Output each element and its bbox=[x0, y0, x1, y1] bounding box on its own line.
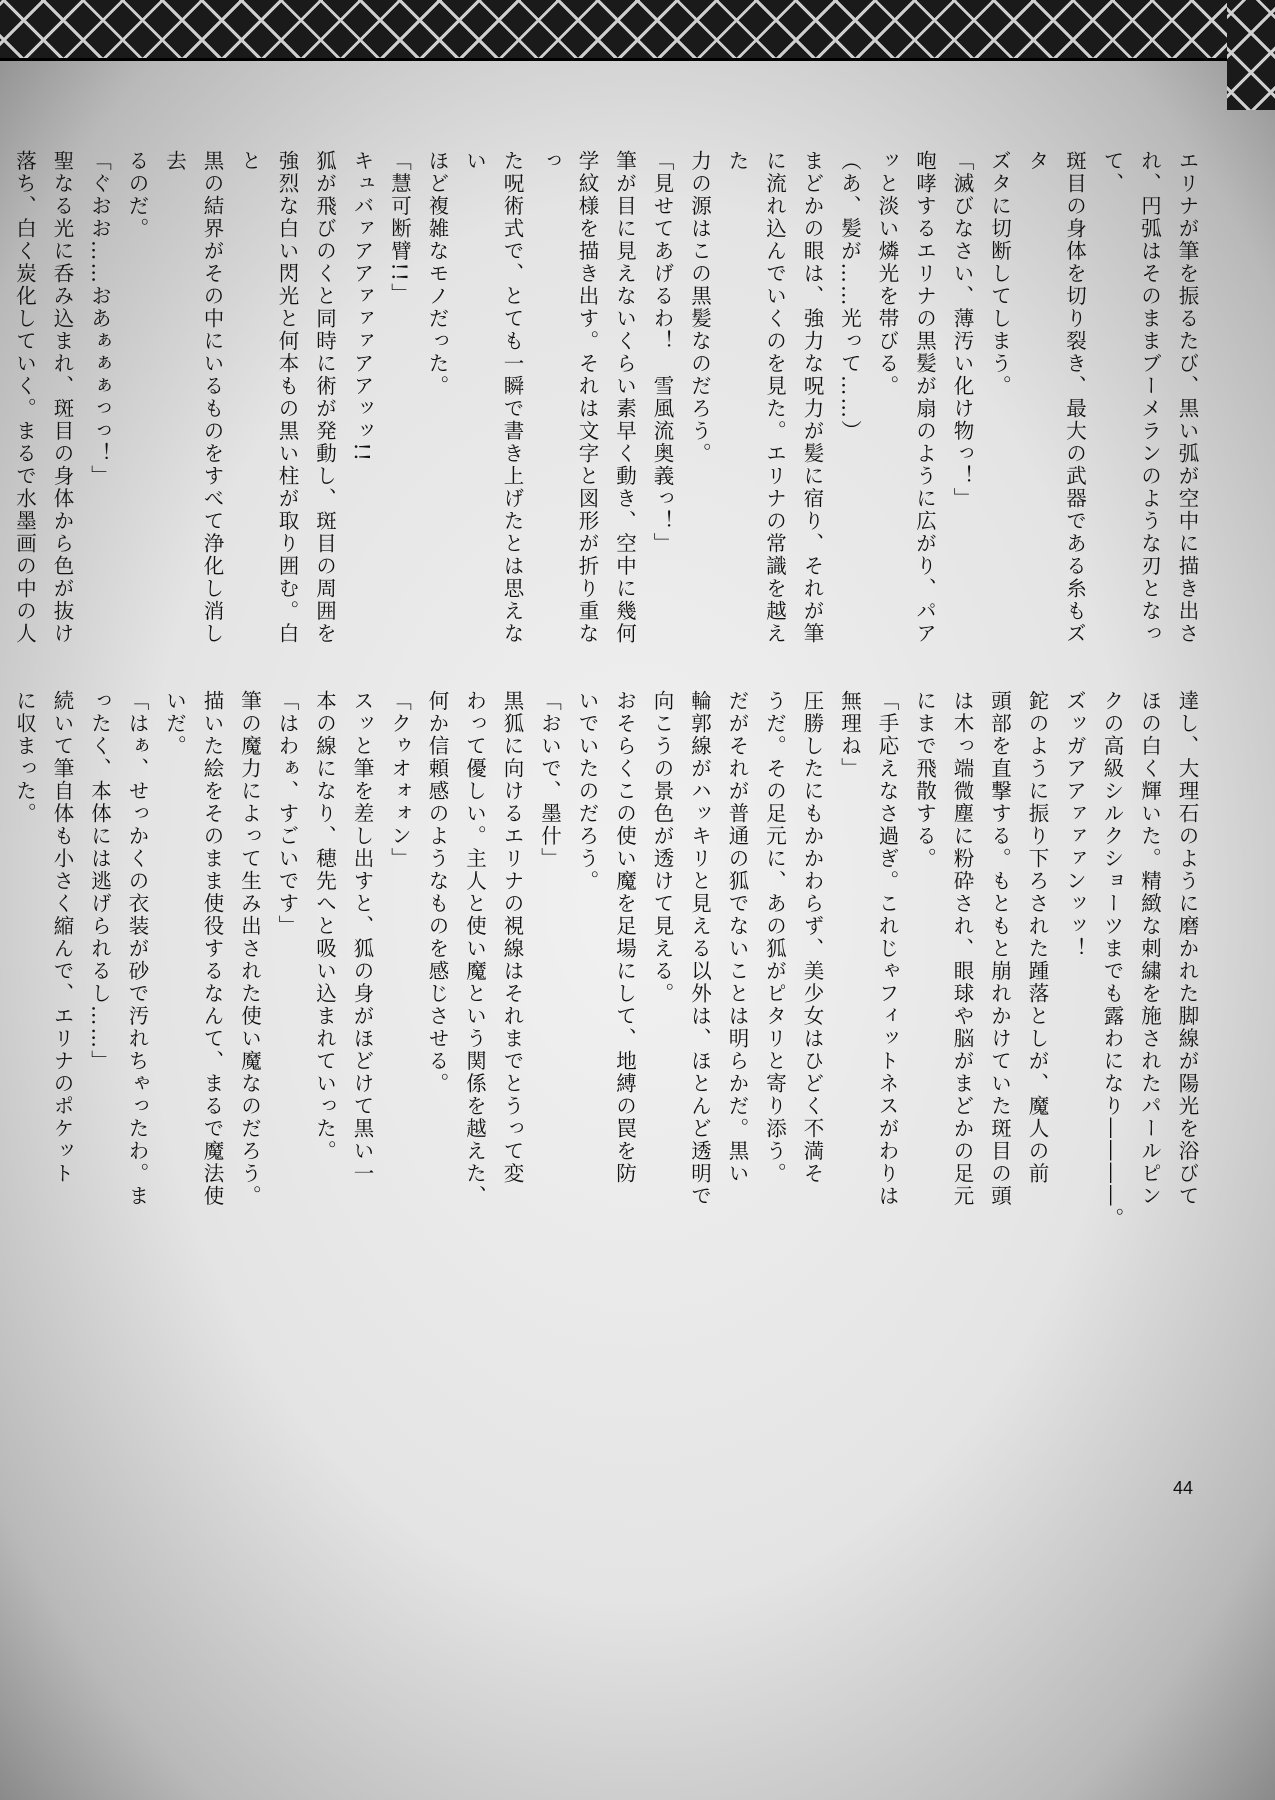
text-line: 輪郭線がハッキリと見える以外は、ほとんど透明で bbox=[687, 690, 712, 1208]
text-line: 「見せてあげるわ！ 雪風流奥義っ！」 bbox=[650, 150, 674, 555]
text-line: 「はわぁ、すごいです」 bbox=[275, 690, 299, 938]
text-line: いでいたのだろう。 bbox=[575, 690, 599, 893]
text-line: スッと筆を差し出すと、狐の身がほどけて黒い一 bbox=[350, 690, 374, 1185]
text-line: 本の線になり、穂先へと吸い込まれていった。 bbox=[312, 690, 337, 1163]
text-line: 黒狐に向けるエリナの視線はそれまでとうって変 bbox=[500, 690, 524, 1185]
text-line: 落ち、白く炭化していく。まるで水墨画の中の人 bbox=[12, 150, 37, 645]
text-line: に流れ込んでいくのを見た。エリナの常識を越えた bbox=[725, 150, 787, 645]
text-line: エリナが筆を振るたび、黒い弧が空中に描き出さ bbox=[1175, 150, 1199, 645]
text-line: 鉈のように振り下ろされた踵落としが、魔人の前 bbox=[1025, 690, 1049, 1185]
decorative-lattice-band bbox=[0, 0, 1275, 61]
text-line: だがそれが普通の狐でないことは明らかだ。黒い bbox=[725, 690, 749, 1185]
text-line: まどかの眼は、強力な呪力が髪に宿り、それが筆 bbox=[800, 150, 824, 645]
text-line: 力の源はこの黒髪なのだろう。 bbox=[687, 150, 712, 465]
text-line: 強烈な白い閃光と何本もの黒い柱が取り囲む。白と bbox=[237, 150, 299, 645]
text-line: うだ。その足元に、あの狐がピタリと寄り添う。 bbox=[762, 690, 787, 1185]
text-line: は木っ端微塵に粉砕され、眼球や脳がまどかの足元 bbox=[950, 690, 974, 1208]
text-line: ほど複雑なモノだった。 bbox=[425, 150, 449, 398]
text-line: 描いた絵をそのまま使役するなんて、まるで魔法使 bbox=[200, 690, 224, 1208]
text-line: 聖なる光に呑み込まれ、斑目の身体から色が抜け bbox=[50, 150, 74, 645]
text-line: 何か信頼感のようなものを感じさせる。 bbox=[425, 690, 449, 1095]
text-line: ッと淡い燐光を帯びる。 bbox=[875, 150, 899, 398]
text-line: キュバァアアァァァアアッッ!! bbox=[350, 150, 374, 463]
text-line: た呪術式で、とても一瞬で書き上げたとは思えない bbox=[462, 150, 524, 645]
text-line: 達し、大理石のように磨かれた脚線が陽光を浴びて bbox=[1175, 690, 1199, 1208]
text-line: にまで飛散する。 bbox=[912, 690, 937, 870]
text-line: （あ、髪が……光って……） bbox=[837, 150, 862, 443]
text-line: るのだ。 bbox=[125, 150, 149, 240]
text-line: 頭部を直撃する。もともと崩れかけていた斑目の頭 bbox=[987, 690, 1012, 1208]
text-line: 黒の結界がその中にいるものをすべて浄化し消し去 bbox=[162, 150, 224, 645]
text-line: ったく、本体には逃げられるし……」 bbox=[87, 690, 112, 1073]
lower-text-block bbox=[12, 690, 1205, 1460]
upper-text-block bbox=[12, 150, 1205, 660]
text-line: ズタに切断してしまう。 bbox=[987, 150, 1012, 398]
text-line: ズッガアアァァァンッッ！ bbox=[1062, 690, 1087, 960]
text-line: れ、円弧はそのままブーメランのような刃となって、 bbox=[1100, 150, 1162, 645]
text-line: 筆の魔力によって生み出された使い魔なのだろう。 bbox=[237, 690, 262, 1208]
text-line: 向こうの景色が透けて見える。 bbox=[650, 690, 674, 1005]
text-line: 斑目の身体を切り裂き、最大の武器である糸もズタ bbox=[1025, 150, 1087, 645]
text-line: 学紋様を描き出す。それは文字と図形が折り重なっ bbox=[537, 150, 599, 645]
text-line: 咆哮するエリナの黒髪が扇のように広がり、パア bbox=[912, 150, 937, 645]
text-line: わって優しい。主人と使い魔という関係を越えた、 bbox=[462, 690, 487, 1208]
text-line: 「クゥオォォン」 bbox=[387, 690, 412, 870]
text-line: クの高級シルクショーツまでも露わになり――――。 bbox=[1100, 690, 1124, 1230]
text-line: 無理ね」 bbox=[837, 690, 862, 780]
text-line: に収まった。 bbox=[12, 690, 37, 825]
text-line: ほの白く輝いた。精緻な刺繍を施されたパールピン bbox=[1137, 690, 1162, 1208]
text-line: 「ぐおお……おあぁぁぁっっ！」 bbox=[87, 150, 112, 488]
decorative-lattice-corner bbox=[1227, 0, 1275, 110]
text-line: 「滅びなさい、薄汚い化け物っ！」 bbox=[950, 150, 974, 510]
text-line: いだ。 bbox=[162, 690, 187, 758]
text-line: 「はぁ、せっかくの衣装が砂で汚れちゃったわ。ま bbox=[125, 690, 149, 1208]
text-line: 「おいで、墨什」 bbox=[537, 690, 562, 870]
text-line: 続いて筆自体も小さく縮んで、エリナのポケット bbox=[50, 690, 74, 1185]
text-line: 狐が飛びのくと同時に術が発動し、斑目の周囲を bbox=[312, 150, 337, 645]
text-line bbox=[0, 690, 5, 1460]
text-line: 圧勝したにもかかわらず、美少女はひどく不満そ bbox=[800, 690, 824, 1185]
text-line: おそらくこの使い魔を足場にして、地縛の罠を防 bbox=[612, 690, 637, 1185]
text-line: 筆が目に見えないくらい素早く動き、空中に幾何 bbox=[612, 150, 637, 645]
text-line: 「手応えなさ過ぎ。これじゃフィットネスがわりは bbox=[875, 690, 899, 1208]
text-line: 「慧可断臂!!」 bbox=[387, 150, 412, 306]
page-number: 44 bbox=[1172, 1478, 1193, 1498]
